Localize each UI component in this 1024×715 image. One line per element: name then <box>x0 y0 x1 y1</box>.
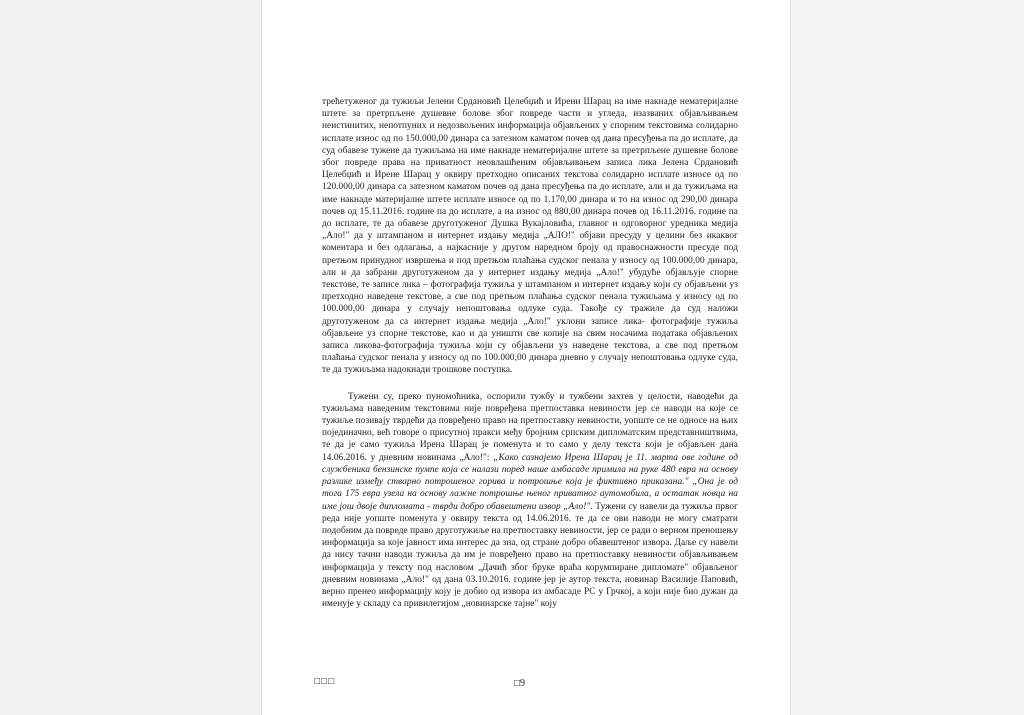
quoted-article: „Како сазнајемо Ирена Шарац је 11. марта ове године од службеника бензинске пумпе која се налази поред наше амбасаде примила на руке 480 евра на основу разлике између стварно потрошеног горива и потрошње која је фиктивно приказана." „Она је од тога 175 евра узела на основу лажне потрошње њеног приватног аутомобила, а остатак новца на име још двоје дипломата - тврди добро обавештени извор „Ало!". <box>322 452 739 512</box>
footer-marker: □□□ <box>314 676 336 687</box>
page-number: □9 <box>514 678 526 689</box>
defense-continuation: Тужени су навели да тужиља првог реда није уопште поменута у оквиру текста од 14.06.2016. те да се ови наводи не могу сматрати подобним да повреде право друготужиље на претпоставку невиности, јер се ради о верном преношењу информација за које јавност има интерес да зна, од стране добро обавештеног извора. Даље су навели да нису тачни наводи тужиља да им је повређено право на претпоставку невиности објављивањем информација у тексту под насловом „Дачић због бруке враћа корумпиране дипломате" објављеног дневним новинама „Ало!" од дана 03.10.2016. године јер је аутор текста, новинар Василије Паповић, верно пренео информацију коју је добио од извора из амбасаде РС у Грчкој, а који није био дужан да именује у складу са привилегијом „новинарске тајне" коју <box>322 501 738 610</box>
defense-intro: Тужени су, преко пуномоћника, оспорили тужбу и тужбени захтев у целости, наводећи да тужиљама наведеним текстовима није повређена претпоставка невиности јер се наводи на које се тужиље позивају тврдећи да повређено право на претпоставку невиности, уопште се не односе на њих појединачно, већ говоре о присутној пракси међу бројним српским дипломатским представништвима, те да је само тужиља Ирена Шарац је поменута и то само у делу текста који је објављен дана 14.06.2016. у дневним новинама „Ало!": <box>322 391 738 463</box>
paragraph-defense <box>322 391 738 611</box>
paragraph-claims: трећетуженог да тужиљи Јелени Срдановић Целебџић и Ирени Шарац на име накнаде нематеријалне штете за претрпљене душевне болове због повреде части и угледа, изазваних објављивањем неистинитих, непотпуних и недозвољених информација објављених у спорним текстовима солидарно исплате износ од по 150.000,00 динара са затезном каматом почев од дана пресуђења па до исплате, да суд обавезе тужене да тужиљама на име накнаде нематеријалне штете за претрпљене душевне болове због повреде права на приватност неовлашћеним објављивањем записа лика Јелена Срдановић Целебџић и Ирене Шарац у оквиру претходно описаних текстова солидарно исплате износе од по 120.000,00 динара са затезном каматом почев од дана пресуђења па до исплате, али и да тужиљама на име накнаде материјалне штете исплате износе од по 1.170,00 динара и то на износ од 290,00 динара почев од 15.11.2016. године па до исплате, а на износ од 880,00 динара почев од 16.11.2016. године па до исплате, те да обавезе друготуженог Душка Вукајловића, главног и одговорног уредника медија „Ало!" да у штампаном и интернет издању медија „АЛО!" објави пресуду у целини без икаквог коментара и без одлагања, а најкасније у другом наредном броју од правоснажности пресуде под претњом принудног извршења и под претњом плаћања судског пенала у износу од 100.000,00 динара, али и да забрани друготуженом да у интернет издању медија „Ало!" убудуће објављује спорне текстове, те записе лика – фотографија тужиља у штампаном и интернет издању који су објављени уз претходно наведене текстове, а све под претњом плаћања судског пенала тужиљама у износу од по 100.000,00 динара у случају непоштовања одлуке суда. Такође су тражиле да суд наложи друготуженом да са интернет издања медија „Ало!" уклони записе лика- фотографије тужиља објављене уз спорне текстове, као и да уништи све копије на свим носачима података објављених записа ликова-фотографија тужиља који су објављени уз наведене текстова, а све под претњом плаћања судског пенала у износу од по 100.000,00 динара дневно у случају непоштовања одлуке суда, те да тужиљама надокнади трошкове поступка. <box>322 97 738 376</box>
page-body <box>322 96 738 610</box>
viewer-background-right <box>790 0 1024 715</box>
viewer-background-left <box>0 0 262 715</box>
